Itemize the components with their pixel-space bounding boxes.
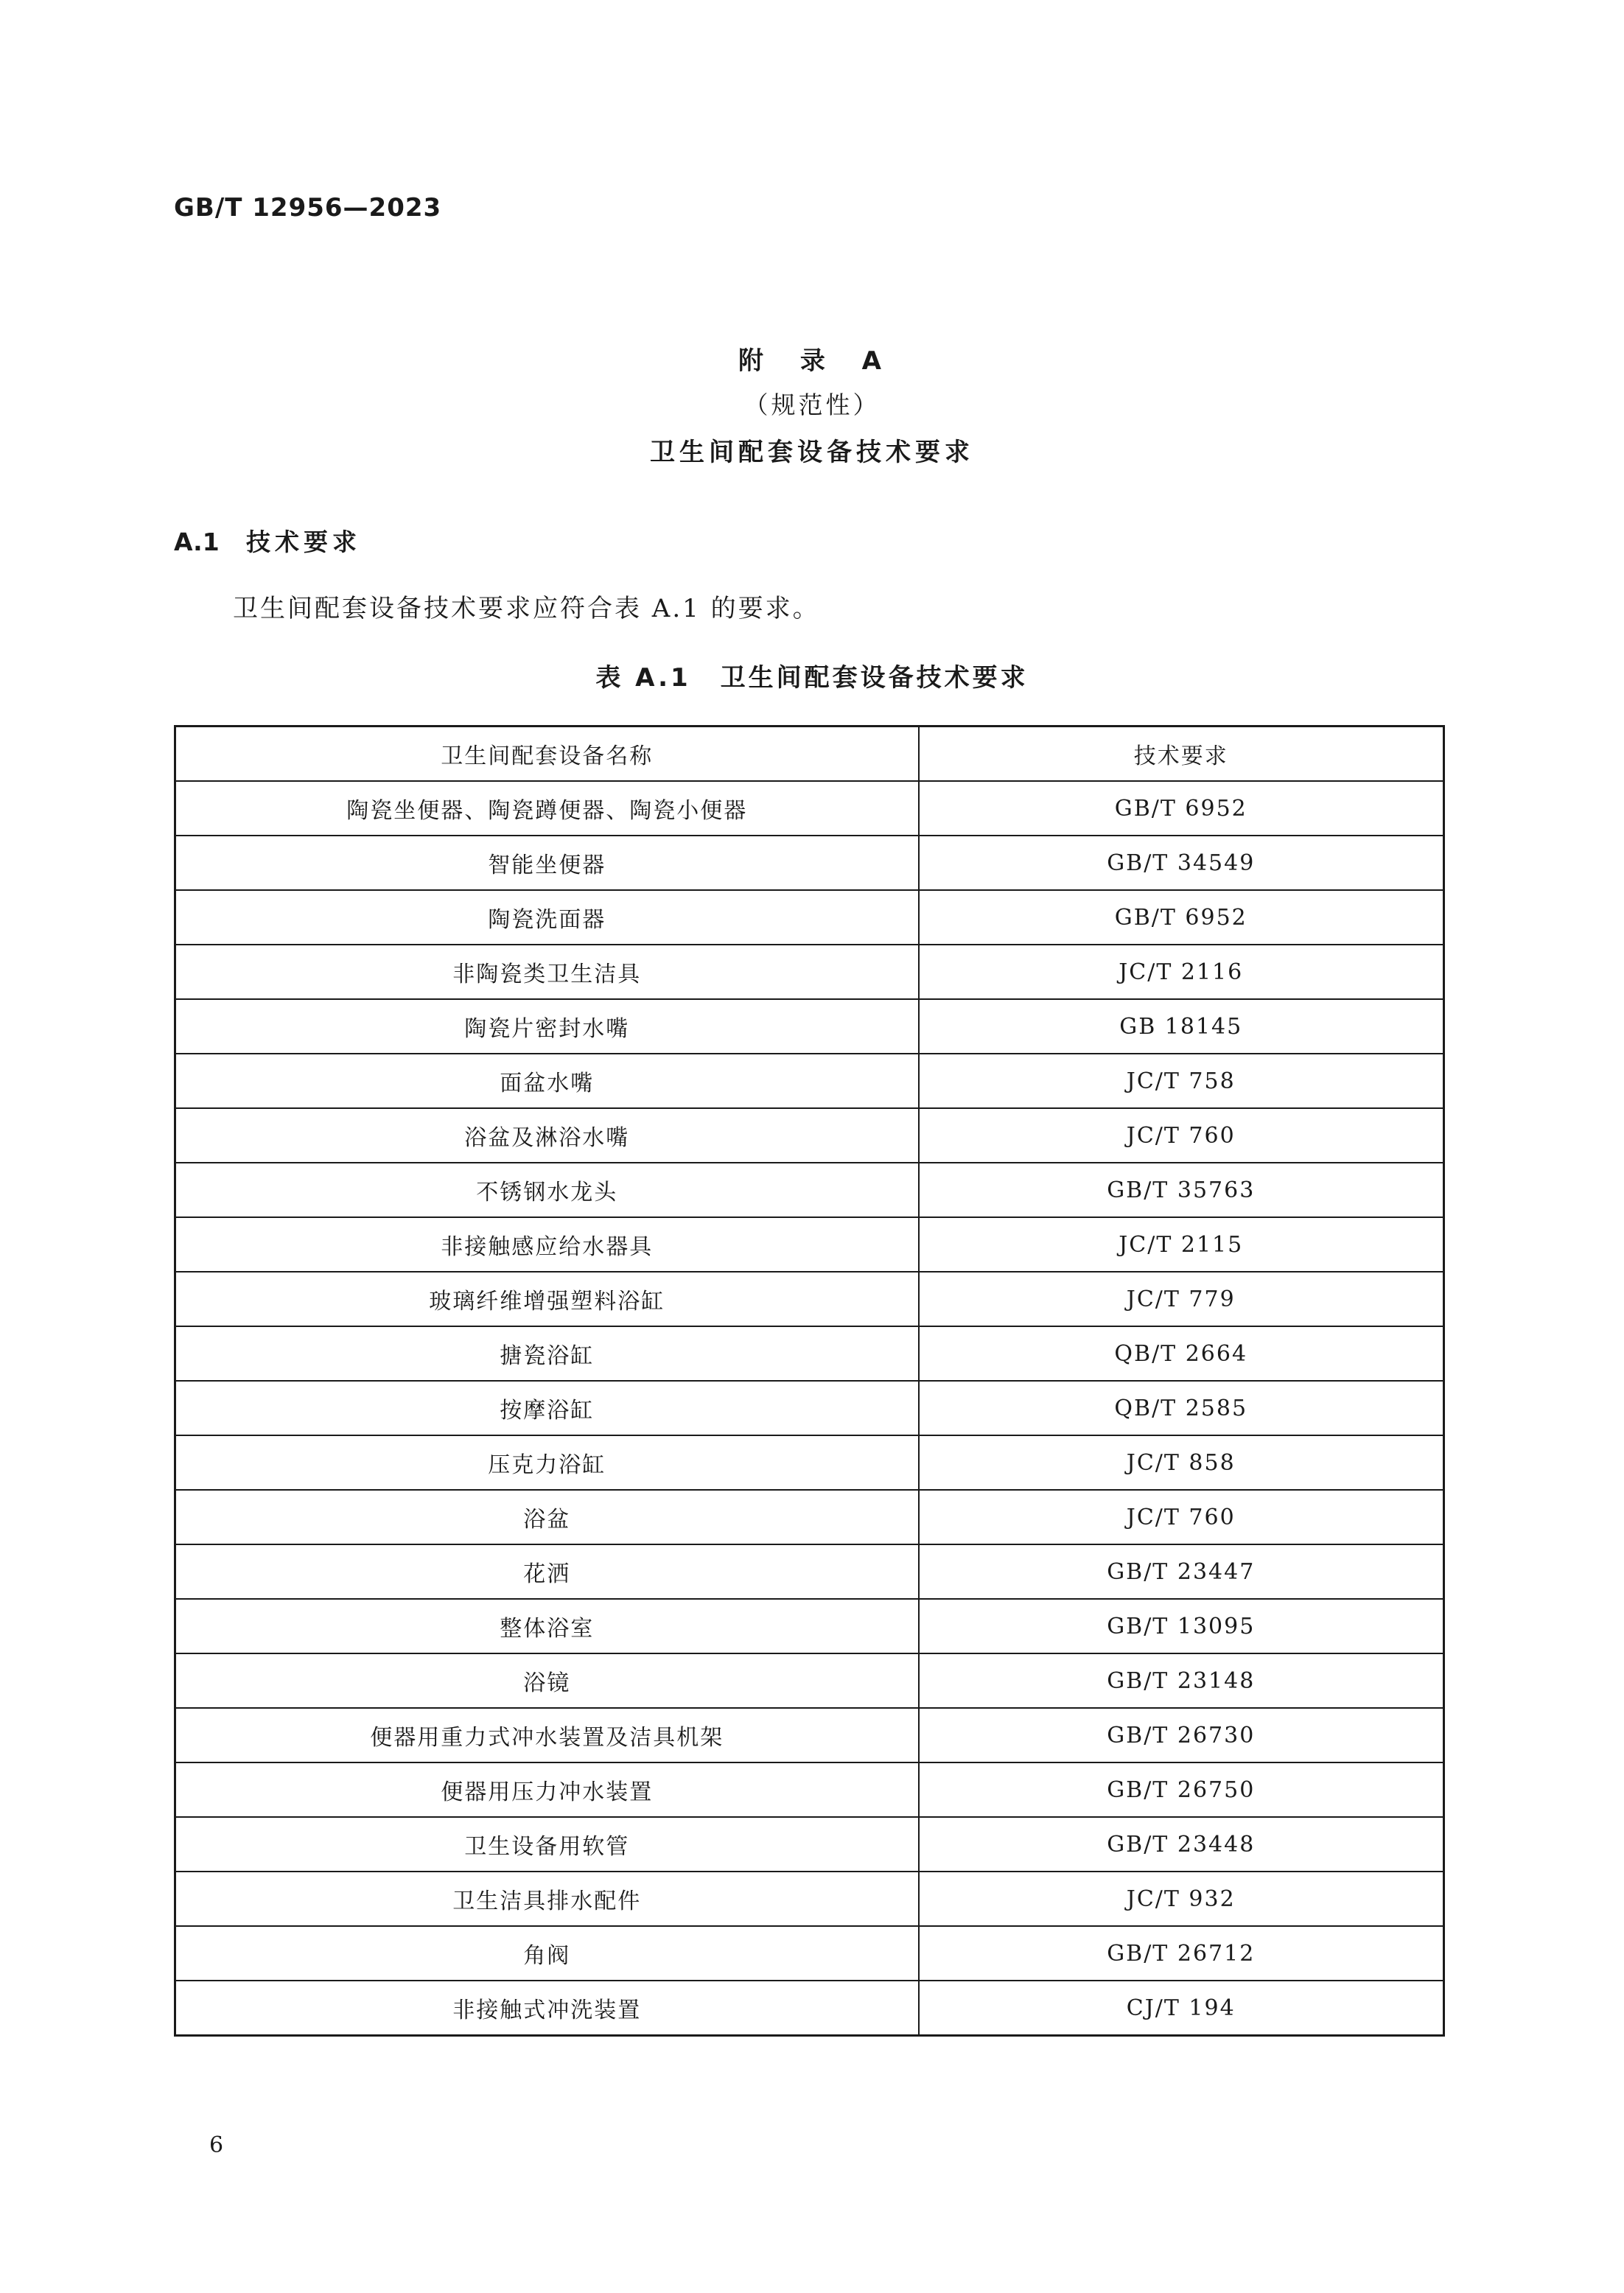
technical-requirement-cell: GB/T 23448: [919, 1817, 1444, 1872]
equipment-name-cell: 花洒: [175, 1544, 919, 1599]
section-title: 技术要求: [246, 528, 361, 556]
equipment-name-cell: 卫生洁具排水配件: [175, 1872, 919, 1926]
section-heading: [174, 523, 361, 558]
table-row: [175, 1108, 1444, 1163]
equipment-name-cell: 浴盆及淋浴水嘴: [175, 1108, 919, 1163]
table-row: [175, 1817, 1444, 1872]
equipment-name-cell: 便器用重力式冲水装置及洁具机架: [175, 1708, 919, 1762]
technical-requirement-cell: GB/T 35763: [919, 1163, 1444, 1217]
equipment-name-cell: 按摩浴缸: [175, 1381, 919, 1435]
equipment-name-cell: 浴盆: [175, 1490, 919, 1544]
table-row: [175, 1435, 1444, 1490]
table-row: [175, 1981, 1444, 2036]
equipment-name-cell: 陶瓷洗面器: [175, 890, 919, 945]
equipment-name-cell: 角阀: [175, 1926, 919, 1981]
table-header-row: [175, 727, 1444, 782]
column-header-technical-requirement: 技术要求: [919, 727, 1444, 782]
equipment-name-cell: 搪瓷浴缸: [175, 1326, 919, 1381]
page-number: 6: [209, 2132, 224, 2158]
appendix-label: 附 录 A: [738, 346, 886, 376]
technical-requirement-cell: GB/T 34549: [919, 836, 1444, 890]
table-row: [175, 1872, 1444, 1926]
equipment-name-cell: 压克力浴缸: [175, 1435, 919, 1490]
equipment-name-cell: 玻璃纤维增强塑料浴缸: [175, 1272, 919, 1326]
technical-requirement-cell: JC/T 760: [919, 1108, 1444, 1163]
equipment-name-cell: 浴镜: [175, 1653, 919, 1708]
technical-requirement-cell: GB/T 23447: [919, 1544, 1444, 1599]
appendix-type: （规范性）: [743, 391, 881, 419]
table-row: [175, 836, 1444, 890]
table-caption: [0, 657, 1624, 693]
table-row: [175, 1762, 1444, 1817]
equipment-name-cell: 智能坐便器: [175, 836, 919, 890]
equipment-name-cell: 便器用压力冲水装置: [175, 1762, 919, 1817]
technical-requirement-cell: QB/T 2585: [919, 1381, 1444, 1435]
equipment-name-cell: 面盆水嘴: [175, 1054, 919, 1108]
table-row: [175, 1599, 1444, 1653]
table-row: [175, 945, 1444, 999]
table-row: [175, 1054, 1444, 1108]
technical-requirement-cell: GB/T 26730: [919, 1708, 1444, 1762]
table-row: [175, 1490, 1444, 1544]
table-row: [175, 999, 1444, 1054]
technical-requirement-cell: GB/T 26750: [919, 1762, 1444, 1817]
equipment-name-cell: 卫生设备用软管: [175, 1817, 919, 1872]
technical-requirement-cell: GB/T 6952: [919, 890, 1444, 945]
equipment-name-cell: 整体浴室: [175, 1599, 919, 1653]
table-row: [175, 890, 1444, 945]
technical-requirement-cell: GB 18145: [919, 999, 1444, 1054]
table-row: [175, 1544, 1444, 1599]
table-row: [175, 1926, 1444, 1981]
technical-requirement-cell: JC/T 2116: [919, 945, 1444, 999]
equipment-name-cell: 陶瓷坐便器、陶瓷蹲便器、陶瓷小便器: [175, 781, 919, 836]
equipment-name-cell: 非陶瓷类卫生洁具: [175, 945, 919, 999]
equipment-name-cell: 非接触感应给水器具: [175, 1217, 919, 1272]
technical-requirement-cell: QB/T 2664: [919, 1326, 1444, 1381]
technical-requirement-cell: JC/T 2115: [919, 1217, 1444, 1272]
table-row: [175, 1653, 1444, 1708]
technical-requirement-cell: JC/T 760: [919, 1490, 1444, 1544]
technical-requirement-cell: CJ/T 194: [919, 1981, 1444, 2036]
technical-requirement-cell: JC/T 779: [919, 1272, 1444, 1326]
table-row: [175, 1381, 1444, 1435]
table-caption-title: 卫生间配套设备技术要求: [720, 663, 1029, 693]
technical-requirement-cell: JC/T 858: [919, 1435, 1444, 1490]
technical-requirement-cell: GB/T 26712: [919, 1926, 1444, 1981]
table-row: [175, 781, 1444, 836]
column-header-equipment-name: 卫生间配套设备名称: [175, 727, 919, 782]
table-row: [175, 1217, 1444, 1272]
technical-requirement-cell: GB/T 23148: [919, 1653, 1444, 1708]
technical-requirement-cell: JC/T 758: [919, 1054, 1444, 1108]
table-body: [175, 781, 1444, 2036]
body-paragraph: 卫生间配套设备技术要求应符合表 A.1 的要求。: [233, 594, 820, 623]
table-row: [175, 1708, 1444, 1762]
technical-requirement-cell: JC/T 932: [919, 1872, 1444, 1926]
table-row: [175, 1272, 1444, 1326]
equipment-name-cell: 非接触式冲洗装置: [175, 1981, 919, 2036]
equipment-name-cell: 陶瓷片密封水嘴: [175, 999, 919, 1054]
table-caption-number: 表 A.1: [595, 663, 691, 693]
table-row: [175, 1326, 1444, 1381]
appendix-title: 卫生间配套设备技术要求: [650, 438, 974, 467]
section-number: A.1: [174, 528, 220, 556]
technical-requirement-cell: GB/T 13095: [919, 1599, 1444, 1653]
requirements-table: [174, 725, 1445, 2037]
equipment-name-cell: 不锈钢水龙头: [175, 1163, 919, 1217]
technical-requirement-cell: GB/T 6952: [919, 781, 1444, 836]
table-row: [175, 1163, 1444, 1217]
standard-number: GB/T 12956—2023: [174, 193, 442, 223]
